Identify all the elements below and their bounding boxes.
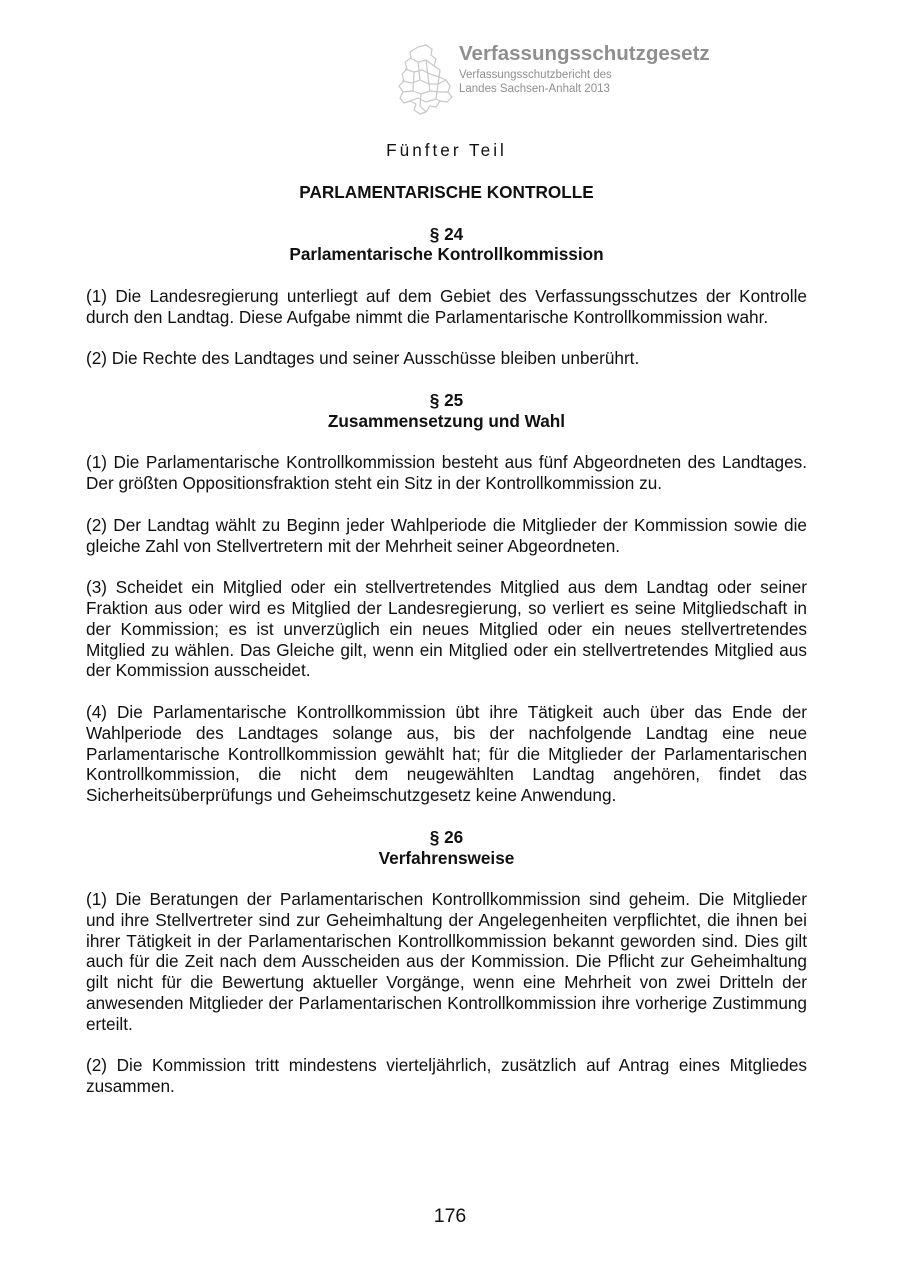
section-26 (86, 827, 807, 1097)
paragraph: (1) Die Beratungen der Parlamentarischen Kontrollkommission sind geheim. Die Mitglieder und ihre Stellvertreter sind zur Geheimhaltung der Angelegenheiten verpflichtet, die ihnen bei ihrer Tätigkeit in der Parlamentarischen Kontrollkommission bekannt geworden sind. Dies gilt auch für die Zeit nach dem Ausscheiden aus der Kommission. Die Pflicht zur Geheimhaltung gilt nicht für die Bewertung aktueller Vorgänge, wenn eine Mehrheit von zwei Dritteln der anwesenden Mitglieder der Parlamentarischen Kontrollkommission ihre vorherige Zustimmung erteilt. (86, 889, 807, 1034)
header-title: Verfassungsschutzgesetz (459, 42, 710, 65)
paragraph: (4) Die Parlamentarische Kontrollkommission übt ihre Tätigkeit auch über das Ende der Wahlperiode des Landtages solange aus, bis der nachfolgende Landtag eine neue Parlamentarische Kontrollkommission gewählt hat; für die Mitglieder der Parlamentarischen Kontrollkommission, die nicht dem neugewählten Landtag angehören, findet das Sicherheitsüberprüfungs und Geheimschutzgesetz keine Anwendung. (86, 701, 807, 806)
section-number: § 26 (429, 826, 464, 847)
paragraph: (2) Der Landtag wählt zu Beginn jeder Wahlperiode die Mitglieder der Kommission sowie die gleiche Zahl von Stellvertretern mit der Mehrheit seiner Abgeordneten. (86, 514, 807, 556)
paragraph: (2) Die Rechte des Landtages und seiner Ausschüsse bleiben unberührt. (86, 348, 640, 369)
header-subtitle-line2: Landes Sachsen-Anhalt 2013 (459, 83, 610, 95)
section-24 (86, 224, 807, 370)
section-heading (86, 224, 807, 266)
paragraph: (2) Die Kommission tritt mindestens vierteljährlich, zusätzlich auf Antrag eines Mitgliedes zusammen. (86, 1055, 807, 1097)
document-body (86, 140, 807, 1118)
header-subtitle-line1: Verfassungsschutzbericht des (459, 69, 612, 81)
section-25 (86, 390, 807, 806)
section-number: § 24 (429, 223, 464, 244)
section-number: § 25 (429, 389, 464, 410)
section-heading (86, 827, 807, 869)
paragraph: (1) Die Landesregierung unterliegt auf dem Gebiet des Verfassungsschutzes der Kontrolle durch den Landtag. Diese Aufgabe nimmt die Parlamentarische Kontrollkommission wahr. (86, 285, 807, 327)
section-heading (86, 390, 807, 432)
section-title: Parlamentarische Kontrollkommission (289, 244, 604, 265)
page-number: 176 (433, 1205, 467, 1227)
sachsen-anhalt-map-icon (396, 44, 454, 116)
page-header (396, 42, 836, 118)
paragraph: (1) Die Parlamentarische Kontrollkommission besteht aus fünf Abgeordneten des Landtages. Der größten Oppositionsfraktion steht ein Sitz in der Kontrollkommission zu. (86, 452, 807, 494)
section-title: Zusammensetzung und Wahl (327, 410, 566, 431)
main-heading: PARLAMENTARISCHE KONTROLLE (299, 181, 594, 202)
section-title: Verfahrensweise (378, 847, 515, 868)
paragraph: (3) Scheidet ein Mitglied oder ein stellvertretendes Mitglied aus dem Landtag oder seiner Fraktion aus oder wird es Mitglied der Landesregierung, so verliert es seine Mitgliedschaft in der Kommission; es ist unverzüglich ein neues Mitglied oder ein neues stellvertretendes Mitglied zu wählen. Das Gleiche gilt, wenn ein Mitglied oder ein stellvertretendes Mitglied aus der Kommission ausscheidet. (86, 577, 807, 681)
part-title: Fünfter Teil (386, 140, 507, 160)
